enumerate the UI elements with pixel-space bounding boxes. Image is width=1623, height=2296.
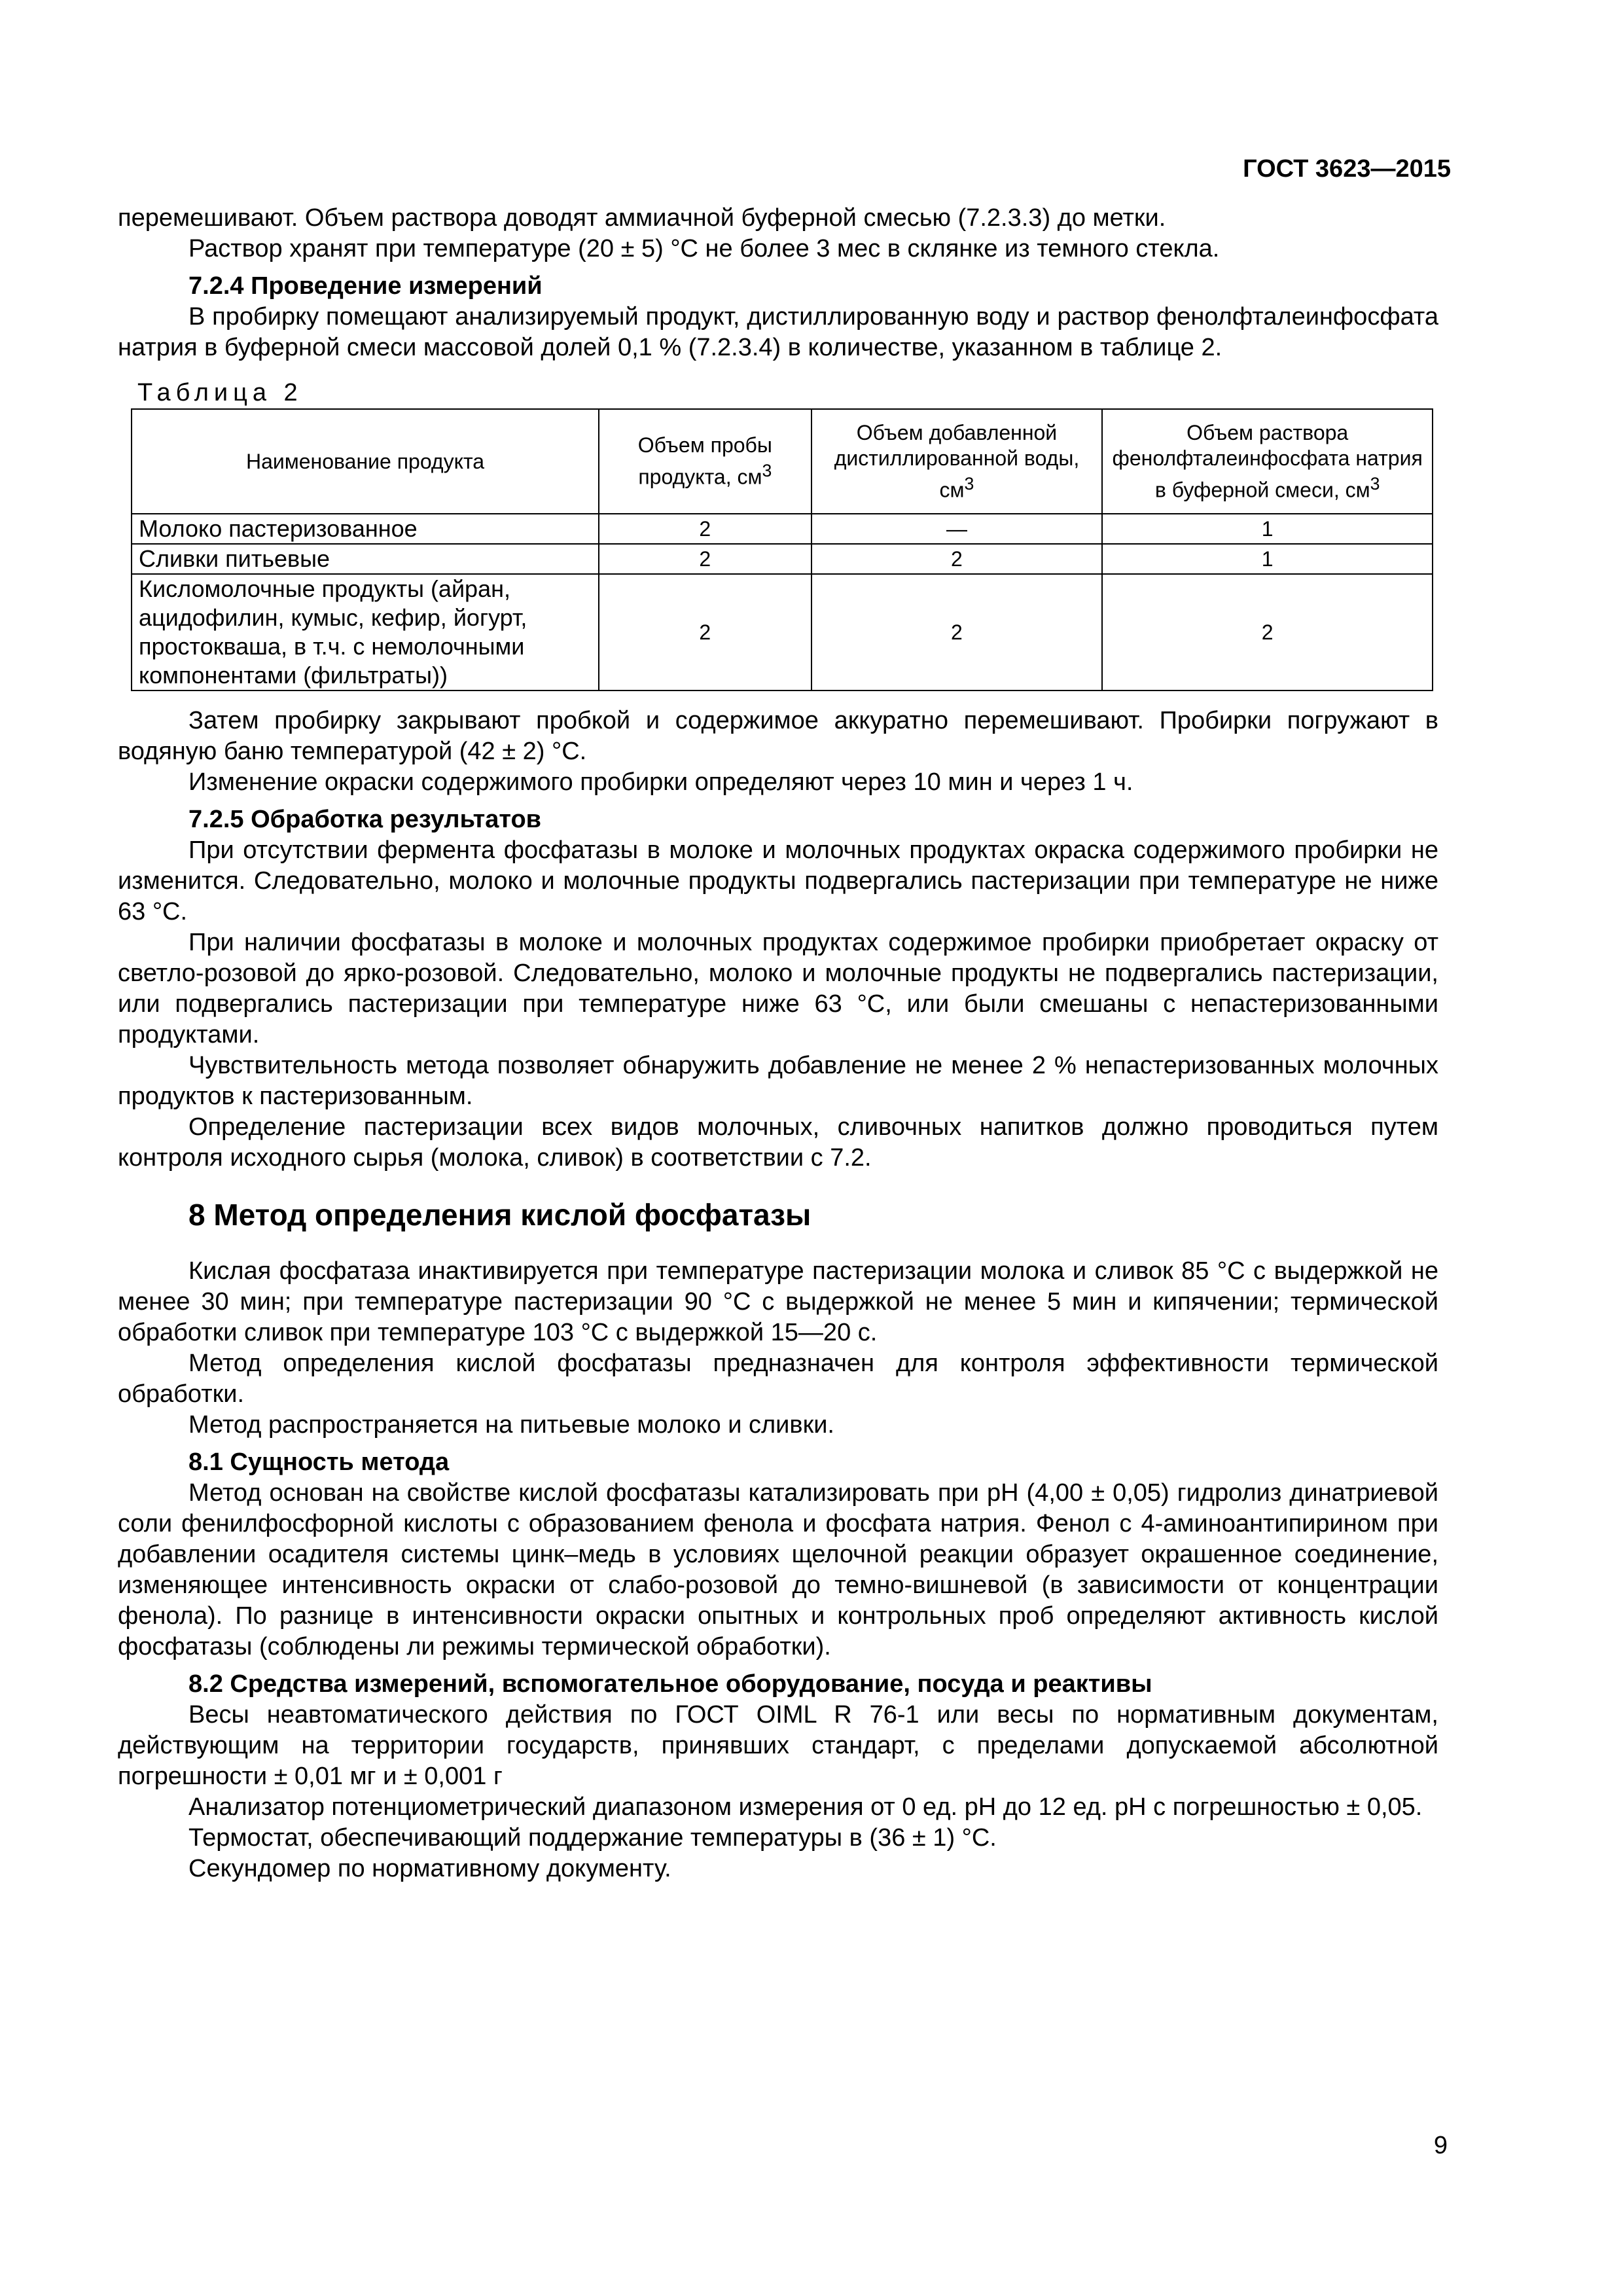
section-7-2-5-paragraph-3: Чувствительность метода позволяет обнаружить добавление не менее 2 % непастеризованных молочных продуктов к пастеризованным. — [118, 1052, 1438, 1110]
cell-solution-volume: 2 — [1102, 574, 1433, 691]
header-product-name — [132, 409, 599, 514]
table-row — [132, 514, 1433, 544]
section-7-2-4-heading: 7.2.4 Проведение измерений — [188, 272, 543, 300]
section-8-paragraph-1: Кислая фосфатаза инактивируется при температуре пастеризации молока и сливок 85 °С с выдержкой не менее 30 мин; при температуре пастеризации 90 °С с выдержкой не менее 5 мин и кипячении; термической обработки сливок при температуре 103 °С с выдержкой 15—20 с. — [118, 1257, 1438, 1346]
document-standard-number: ГОСТ 3623—2015 — [1243, 155, 1451, 183]
section-8-1-heading: 8.1 Сущность метода — [188, 1448, 450, 1476]
unit-superscript: 3 — [1370, 473, 1380, 493]
section-7-2-5-heading: 7.2.5 Обработка результатов — [188, 806, 542, 833]
table-header-row — [132, 409, 1433, 514]
cell-sample-volume: 2 — [599, 514, 812, 544]
unit-superscript: 3 — [762, 461, 772, 481]
section-8-2-heading: 8.2 Средства измерений, вспомогательное оборудование, посуда и реактивы — [188, 1670, 1152, 1698]
cell-water-volume: — — [812, 514, 1103, 544]
cell-solution-volume: 1 — [1102, 544, 1433, 574]
header-water-volume — [812, 409, 1103, 514]
intro-paragraph-2: Раствор хранят при температуре (20 ± 5) °С не более 3 мес в склянке из темного стекла. — [188, 235, 1220, 262]
header-sample-volume — [599, 409, 812, 514]
section-8-2-paragraph-2: Анализатор потенциометрический диапазоном измерения от 0 ед. pH до 12 ед. pH с погрешностью ± 0,05. — [188, 1793, 1423, 1821]
section-8-2-paragraph-3: Термостат, обеспечивающий поддержание температуры в (36 ± 1) °С. — [188, 1824, 997, 1852]
section-8-1-paragraph: Метод основан на свойстве кислой фосфатазы катализировать при pH (4,00 ± 0,05) гидролиз динатриевой соли фенилфосфорной кислоты с образованием фенола и фосфата натрия. Фенол с 4-аминоантипирином при добавлении осадителя системы цинк–медь в условиях щелочной реакции образует окрашенное соединение, изменяющее интенсивность окраски от слабо-розовой до темно-вишневой (в зависимости от концентрации фенола). По разнице в интенсивности окраски опытных и контрольных проб определяют активность кислой фосфатазы (соблюдены ли режимы термической обработки). — [118, 1479, 1438, 1660]
section-8-2-paragraph-1: Весы неавтоматического действия по ГОСТ OIML R 76-1 или весы по нормативным документам, действующим на территории государств, принявших стандарт, с пределами допускаемой абсолютной погрешности ± 0,01 мг и ± 0,001 г — [118, 1701, 1438, 1790]
table-2 — [131, 408, 1433, 691]
header-water-volume-text: Объем добавленной дистиллированной воды, см — [834, 420, 1080, 502]
cell-sample-volume: 2 — [599, 574, 812, 691]
cell-product-name: Кисломолочные продукты (айран, ацидофилин, кумыс, кефир, йогурт, простокваша, в т.ч. с немолочными компонентами (фильтраты)) — [132, 574, 599, 691]
section-8-2-paragraph-4: Секундомер по нормативному документу. — [188, 1855, 671, 1882]
cell-product-name: Молоко пастеризованное — [132, 514, 599, 544]
table-caption: Таблица 2 — [137, 379, 303, 406]
section-7-2-5-paragraph-4: Определение пастеризации всех видов молочных, сливочных напитков должно проводиться путем контроля исходного сырья (молока, сливок) в соответствии с 7.2. — [118, 1113, 1438, 1172]
header-solution-volume-text: Объем раствора фенолфталеинфосфата натрия в буферной смеси, см — [1112, 420, 1423, 502]
header-sample-volume-text: Объем пробы продукта, см — [637, 433, 772, 489]
cell-solution-volume: 1 — [1102, 514, 1433, 544]
page-body — [118, 203, 1438, 1884]
section-8-paragraph-2: Метод определения кислой фосфатазы предназначен для контроля эффективности термической обработки. — [118, 1350, 1438, 1408]
after-table-paragraph-1: Затем пробирку закрывают пробкой и содержимое аккуратно перемешивают. Пробирки погружают в водяную баню температурой (42 ± 2) °С. — [118, 707, 1438, 765]
cell-water-volume: 2 — [812, 544, 1103, 574]
cell-water-volume: 2 — [812, 574, 1103, 691]
after-table-paragraph-2: Изменение окраски содержимого пробирки определяют через 10 мин и через 1 ч. — [188, 768, 1133, 796]
section-7-2-5-paragraph-2: При наличии фосфатазы в молоке и молочных продуктах содержимое пробирки приобретает окраску от светло-розовой до ярко-розовой. Следовательно, молоко и молочные продукты не подвергались пастеризации, или подвергались пастеризации при температуре ниже 63 °С, или были смешаны с непастеризованными продуктами. — [118, 929, 1438, 1049]
section-8-paragraph-3: Метод распространяется на питьевые молоко и сливки. — [188, 1411, 834, 1439]
page-number: 9 — [1433, 2132, 1448, 2159]
cell-product-name: Сливки питьевые — [132, 544, 599, 574]
section-7-2-5-paragraph-1: При отсутствии фермента фосфатазы в молоке и молочных продуктах окраска содержимого пробирки не изменится. Следовательно, молоко и молочные продукты подвергались пастеризации при температуре не ниже 63 °С. — [118, 836, 1438, 925]
section-7-2-4-paragraph: В пробирку помещают анализируемый продукт, дистиллированную воду и раствор фенолфталеинфосфата натрия в буферной смеси массовой долей 0,1 % (7.2.3.4) в количестве, указанном в таблице 2. — [118, 303, 1438, 361]
table-row — [132, 574, 1433, 691]
intro-paragraph-1: перемешивают. Объем раствора доводят аммиачной буферной смесью (7.2.3.3) до метки. — [118, 204, 1166, 232]
header-product-name-text: Наименование продукта — [245, 449, 485, 473]
unit-superscript: 3 — [964, 473, 974, 493]
section-8-heading: 8 Метод определения кислой фосфатазы — [188, 1198, 812, 1232]
header-solution-volume — [1102, 409, 1433, 514]
cell-sample-volume: 2 — [599, 544, 812, 574]
table-row — [132, 544, 1433, 574]
